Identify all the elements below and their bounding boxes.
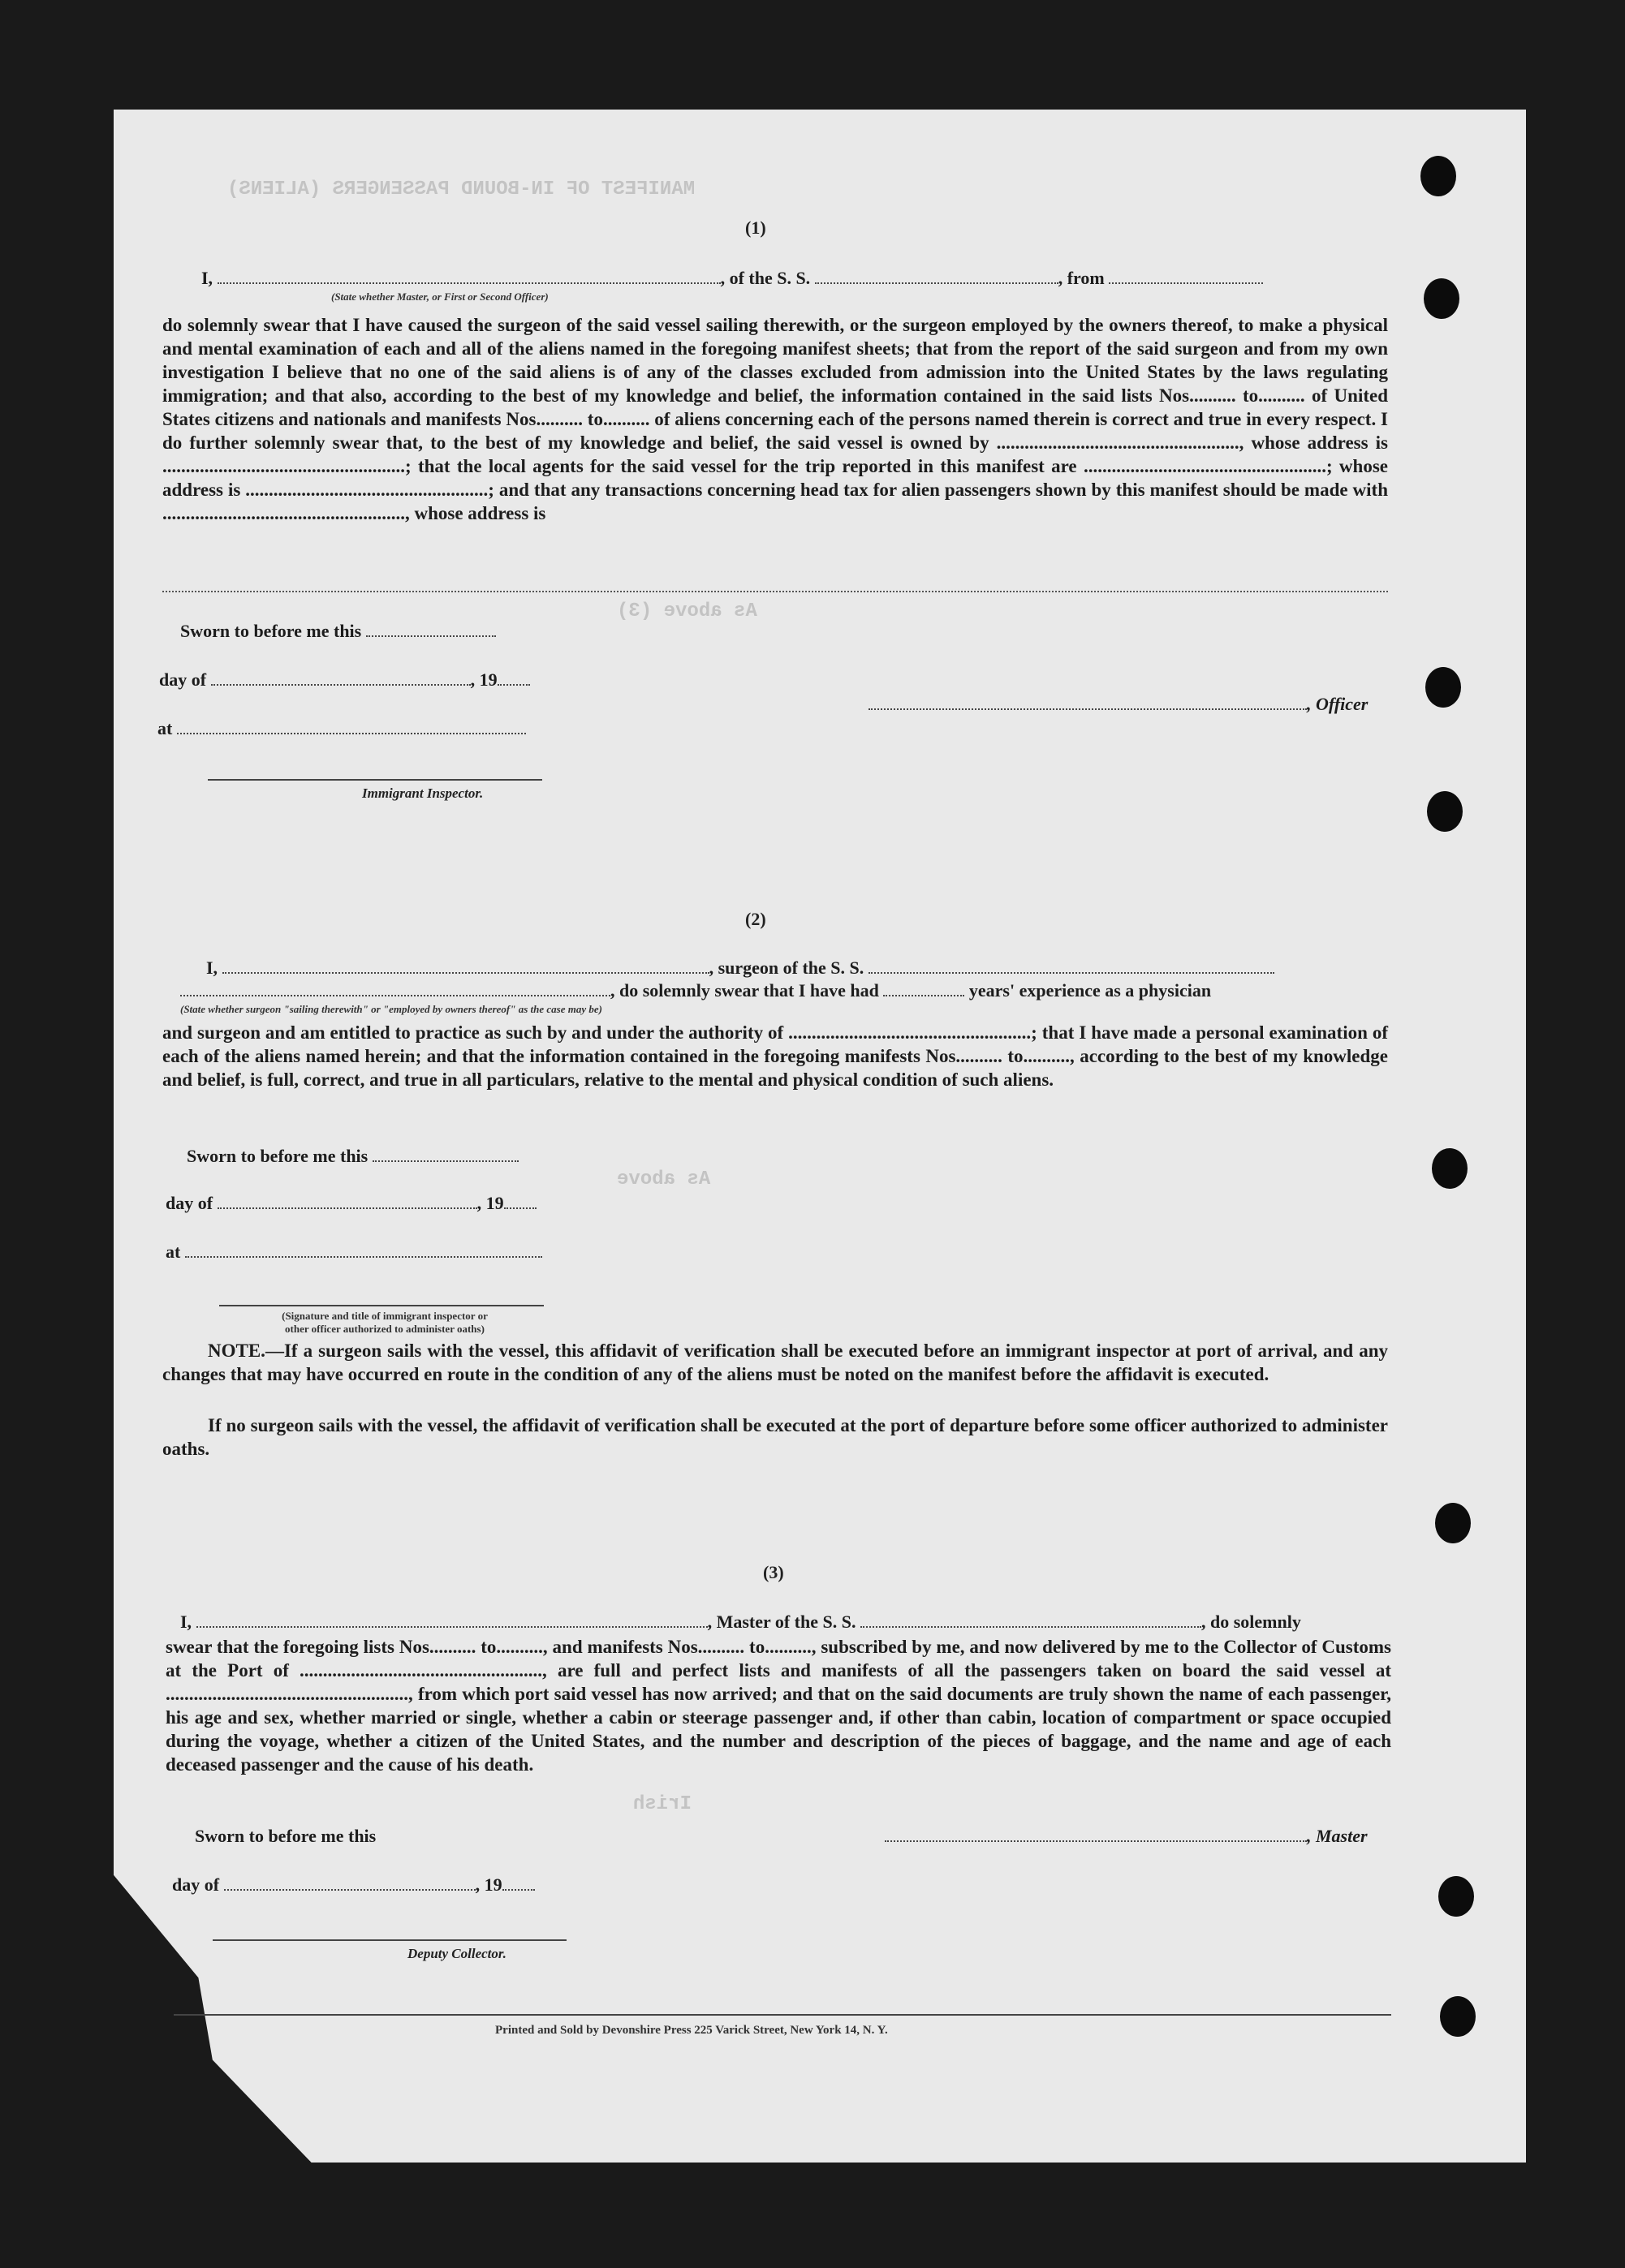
binder-hole: [1425, 667, 1461, 708]
section-1-officer: , Officer: [869, 694, 1368, 715]
section-2-at: at: [166, 1242, 542, 1263]
section-1-day-of: day of , 19: [159, 669, 530, 691]
section-1-body: do solemnly swear that I have caused the surgeon of the said vessel sailing therewith, or the surgeon employed by the owners thereof, to make a physical and mental examination of each and all of the aliens named in the foregoing manifest sheets; that from the report of the said surgeon and from my own investigation I believe that no one of the said aliens is of any of the classes excluded from admission into the United States by the laws regulating immigration; and that also, according to the best of my knowledge and belief, the information contained in the said lists Nos.......... to.......... of United States citizens and nationals and manifests Nos.......... to.......... of aliens concerning each of the persons named therein is correct and true in every respect. I do further solemnly swear that, to the best of my knowledge and belief, the said vessel is owned by ...................................................., whose address is ....................................................; that the local agents for the said vessel for the trip reported in this manifest are ....................................................; whose address is ....................................................; and that any transactions concerning head tax for alien passengers shown by this manifest should be made with ...................................................., whose address is: [162, 315, 1388, 523]
section-2-day-of: day of , 19: [166, 1193, 537, 1214]
section-2-sworn: Sworn to before me this: [187, 1146, 519, 1167]
note-paragraph: NOTE.—If a surgeon sails with the vessel, this affidavit of verification shall be executed before an immigrant inspector at port of arrival, and any changes that may have occurred en route in the condition of any of the aliens must be noted on the manifest before the affidavit is executed.: [162, 1341, 1388, 1384]
section-3-number: (3): [763, 1562, 784, 1582]
bleed-through: MANIFEST OF IN-BOUND PASSENGERS (ALIENS): [227, 179, 696, 200]
section-1-sworn: Sworn to before me this: [180, 621, 496, 642]
section-2-body: and surgeon and am entitled to practice as such by and under the authority of ....................................................; that I have made a personal examination of each of the aliens named herein; and that the information contained in the foregoing manifests Nos.......... to.........., according to the best of my knowledge and belief, is full, correct, and true in all particulars, relative to the mental and physical condition of such aliens.: [162, 1022, 1388, 1090]
bleed-through: As above (3): [617, 600, 757, 622]
section-3-collector-caption: Deputy Collector.: [407, 1946, 506, 1961]
section-1-state-caption: (State whether Master, or First or Second Officer): [331, 290, 549, 303]
printer-footer: Printed and Sold by Devonshire Press 225 Varick Street, New York 14, N. Y.: [495, 2024, 888, 2037]
section-2-state-caption: (State whether surgeon "sailing therewith" or "employed by owners thereof" as the case may be): [180, 1003, 602, 1015]
section-3-master: , Master: [885, 1826, 1368, 1847]
section-3-body: swear that the foregoing lists Nos.......... to.........., and manifests Nos.......... to.........., subscribed by me, and now delivered by me to the Collector of Customs at the Port of ...................................................., are full and perfect lists and manifests of all the passengers taken on board the said vessel at ...................................................., from which port said vessel has now arrived; and that on the said documents are truly shown the name of each passenger, his age and sex, whether married or single, whether a cabin or steerage passenger and, if other than cabin, location of compartment or space occupied during the voyage, whether a citizen of the United States, and the number and description of the pieces of baggage, and the name and age of each deceased passenger and the cause of his death.: [166, 1637, 1391, 1775]
footer-rule: [174, 2014, 1391, 2016]
section-1-at: at: [157, 718, 526, 739]
bleed-through: Irish: [633, 1793, 692, 1815]
section-1-inspector-caption: Immigrant Inspector.: [362, 785, 484, 801]
section-3-collector-line: [213, 1939, 567, 1941]
note-paragraph-2: If no surgeon sails with the vessel, the affidavit of verification shall be executed at the port of departure before some officer authorized to administer oaths.: [162, 1415, 1388, 1459]
binder-hole: [1438, 1876, 1474, 1917]
binder-hole: [1440, 1996, 1476, 2037]
section-1-inspector-line: [208, 779, 542, 781]
section-2-solemnly-line: , do solemnly swear that I have had years' experience as a physician: [180, 980, 1211, 1001]
binder-hole: [1424, 278, 1459, 319]
binder-hole: [1435, 1503, 1471, 1543]
section-1-heading-line: I, , of the S. S. , from: [201, 268, 1263, 289]
section-1-continuation-line: [162, 591, 1388, 592]
section-2-sig-caption: (Signature and title of immigrant inspector or other officer authorized to administer oaths): [282, 1310, 488, 1335]
section-2-signature-line: [219, 1305, 544, 1306]
section-3-day-of: day of , 19: [172, 1874, 535, 1896]
binder-hole: [1427, 791, 1463, 832]
section-3-heading-line: I, , Master of the S. S. , do solemnly: [180, 1612, 1301, 1632]
binder-hole: [1420, 156, 1456, 196]
section-3-sworn: Sworn to before me this: [195, 1826, 377, 1846]
section-2-number: (2): [745, 909, 766, 929]
binder-hole: [1432, 1148, 1468, 1189]
section-2-heading-line: I, , surgeon of the S. S.: [206, 958, 1274, 979]
bleed-through: As above: [617, 1168, 711, 1190]
section-1-number: (1): [745, 217, 766, 238]
